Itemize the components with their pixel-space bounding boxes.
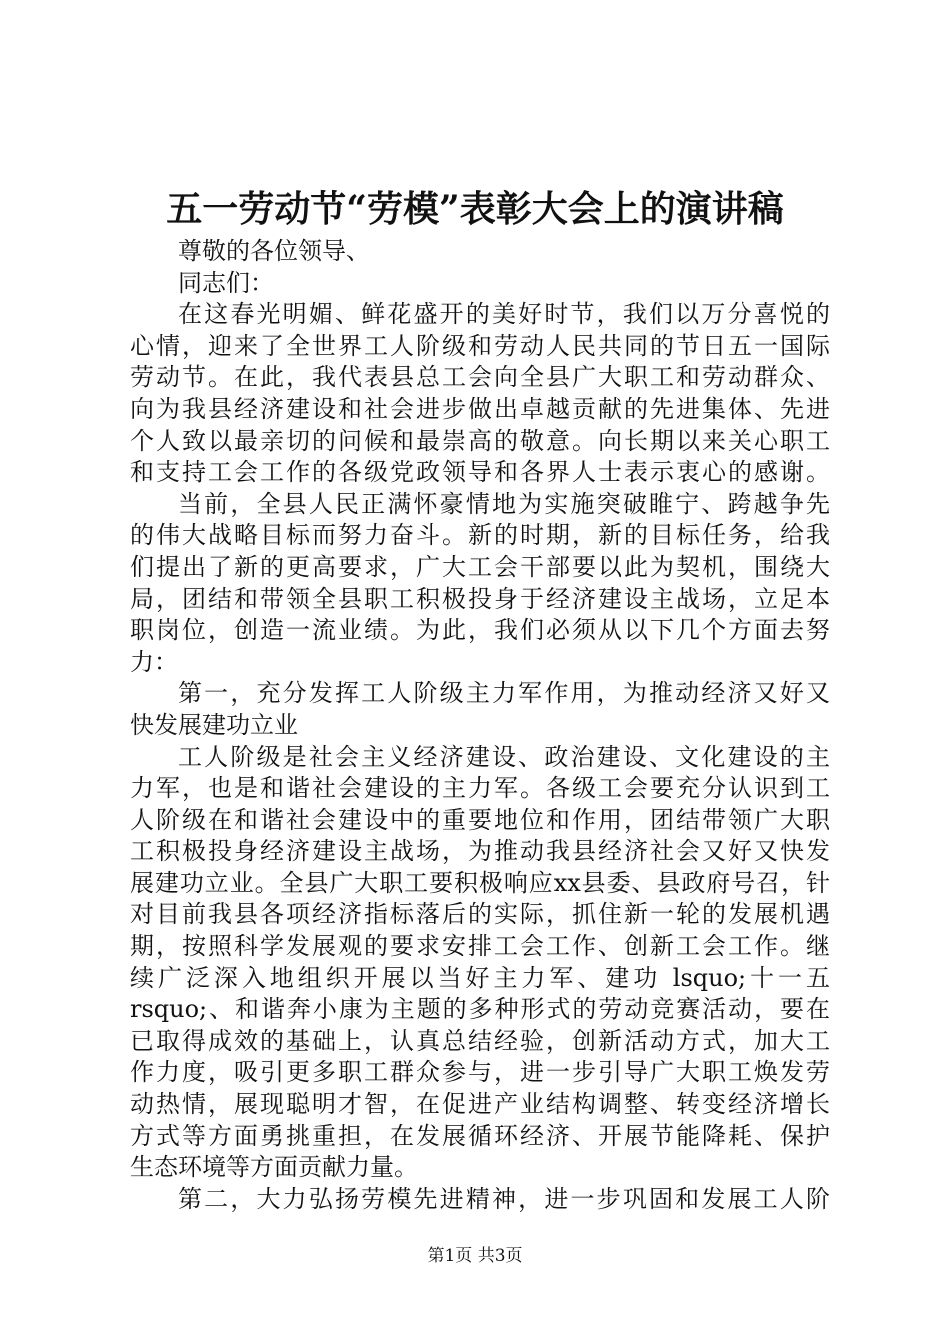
text-line: 和支持工会工作的各级党政领导和各界人士表示衷心的感谢。 <box>130 458 830 487</box>
text-line: 工积极投身经济建设主战场，为推动我县经济社会又好又快发 <box>130 837 830 866</box>
text-line: 展建功立业。全县广大职工要积极响应xx县委、县政府号召，针 <box>130 868 830 897</box>
text-line: 期，按照科学发展观的要求安排工会工作、创新工会工作。继 <box>130 932 830 961</box>
text-line: 当前，全县人民正满怀豪情地为实施突破睢宁、跨越争先 <box>178 489 830 518</box>
text-line: 的伟大战略目标而努力奋斗。新的时期，新的目标任务，给我 <box>130 521 830 550</box>
text-line: 对目前我县各项经济指标落后的实际，抓住新一轮的发展机遇 <box>130 900 830 929</box>
text-line: 心情，迎来了全世界工人阶级和劳动人民共同的节日五一国际 <box>130 331 830 360</box>
text-line: 第二，大力弘扬劳模先进精神，进一步巩固和发展工人阶 <box>178 1184 830 1213</box>
text-line: 已取得成效的基础上，认真总结经验，创新活动方式，加大工 <box>130 1026 830 1055</box>
text-line: 动热情，展现聪明才智，在促进产业结构调整、转变经济增长 <box>130 1090 830 1119</box>
text-line: 力军，也是和谐社会建设的主力军。各级工会要充分认识到工 <box>130 774 830 803</box>
text-line: 工人阶级是社会主义经济建设、政治建设、文化建设的主 <box>178 742 830 771</box>
text-line: 续广泛深入地组织开展以当好主力军、建功 lsquo;十一五 <box>130 963 830 992</box>
text-line: 同志们： <box>178 268 274 297</box>
page-footer: 第1页 共3页 <box>427 1246 523 1266</box>
text-line: 们提出了新的更高要求，广大工会干部要以此为契机，围绕大 <box>130 552 830 581</box>
text-line: 尊敬的各位领导、 <box>178 237 370 265</box>
text-line: rsquo;、和谐奔小康为主题的多种形式的劳动竞赛活动，要在 <box>130 995 830 1024</box>
text-line: 生态环境等方面贡献力量。 <box>130 1153 418 1182</box>
text-line: 方式等方面勇挑重担，在发展循环经济、开展节能降耗、保护 <box>130 1121 830 1150</box>
document-body <box>130 236 830 1215</box>
text-line: 在这春光明媚、鲜花盛开的美好时节，我们以万分喜悦的 <box>178 300 830 329</box>
text-line: 人阶级在和谐社会建设中的重要地位和作用，团结带领广大职 <box>130 805 830 834</box>
text-line: 力： <box>130 647 178 676</box>
text-line: 劳动节。在此，我代表县总工会向全县广大职工和劳动群众、 <box>130 363 830 392</box>
text-line: 快发展建功立业 <box>130 710 298 739</box>
text-line: 个人致以最亲切的问候和最崇高的敬意。向长期以来关心职工 <box>130 426 830 455</box>
document-title: 五一劳动节“劳模”表彰大会上的演讲稿 <box>166 188 784 230</box>
text-line: 职岗位，创造一流业绩。为此，我们必须从以下几个方面去努 <box>130 616 830 645</box>
text-line: 第一，充分发挥工人阶级主力军作用，为推动经济又好又 <box>178 679 830 708</box>
text-line: 向为我县经济建设和社会进步做出卓越贡献的先进集体、先进 <box>130 394 830 423</box>
text-line: 局，团结和带领全县职工积极投身于经济建设主战场，立足本 <box>130 584 830 613</box>
text-line: 作力度，吸引更多职工群众参与，进一步引导广大职工焕发劳 <box>130 1058 830 1087</box>
